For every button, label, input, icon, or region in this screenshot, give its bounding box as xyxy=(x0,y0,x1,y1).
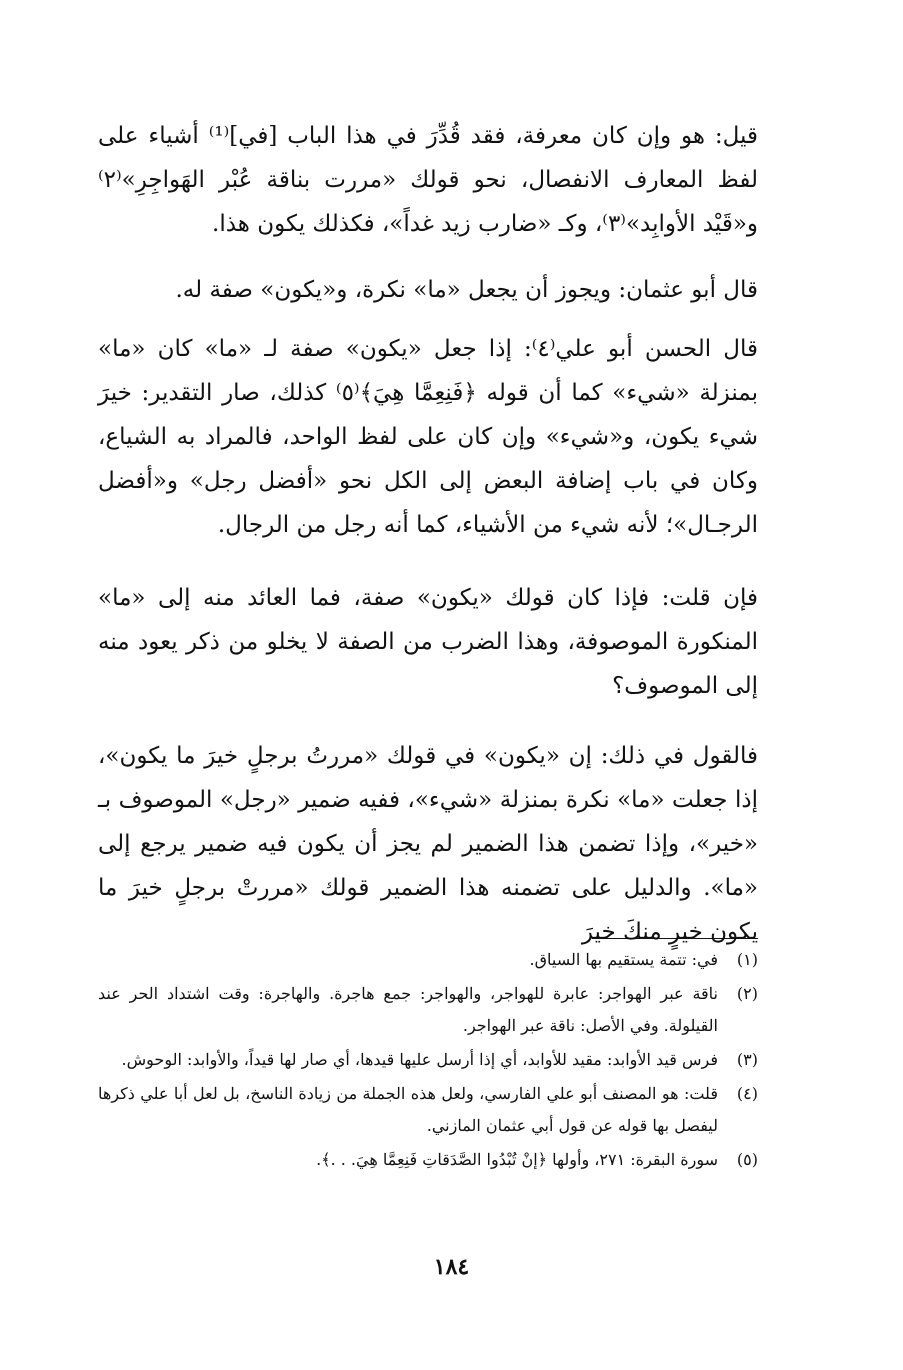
footnote-1 xyxy=(98,944,758,976)
footnote-number: (٢) xyxy=(736,984,758,1003)
paragraph-1: قيل: هو وإن كان معرفة، فقد قُدِّرَ في هذا الباب [في]⁽¹⁾ أشياء على لفظ المعارف الانفصال، نحو قولك «مررت بناقة عُبْر الهَواجِرِ»⁽٢⁾ و«قَيْد الأوابِد»⁽٣⁾، وكـ «ضارب زيد غداً»، فكذلك يكون هذا. xyxy=(98,123,758,237)
footnote-2 xyxy=(98,978,758,1042)
footnote-number: (٥) xyxy=(736,1150,758,1169)
paragraph-4: فإن قلت: فإذا كان قولك «يكون» صفة، فما العائد منه إلى «ما» المنكورة الموصوفة، وهذا الضرب من الصفة لا يخلو من ذكر يعود منه إلى الموصوف؟ xyxy=(98,585,758,699)
paragraph-2: قال أبو عثمان: ويجوز أن يجعل «ما» نكرة، و«يكون» صفة له. xyxy=(175,277,758,303)
footnote-separator xyxy=(592,938,758,939)
footnote-text: ناقة عبر الهواجر: عابرة للهواجر، والهواجر: جمع هاجرة. والهاجرة: وقت اشتداد الحر عند القيلولة. وفي الأصل: ناقة عبر الهواجر. xyxy=(98,984,718,1035)
footnote-3 xyxy=(98,1044,758,1076)
footnotes-section xyxy=(98,944,758,1178)
footnote-number: (٣) xyxy=(736,1050,758,1069)
footnote-number: (٤) xyxy=(736,1084,758,1103)
footnote-text: فرس قيد الأوابد: مقيد للأوابد، أي إذا أرسل عليها قيدها، أي صار لها قيداً، والأوابد: الوحوش. xyxy=(121,1050,718,1069)
paragraph-5: فالقول في ذلك: إن «يكون» في قولك «مررتُ برجلٍ خيرَ ما يكون»، إذا جعلت «ما» نكرة بمنزلة «شيء»، ففيه ضمير «رجل» الموصوف بـ «خير»، وإذا تضمن هذا الضمير لم يجز أن يكون فيه ضمير يرجع إلى «ما». والدليل على تضمنه هذا الضمير قولك «مررتْ برجلٍ خيرَ ما يكون خيرٍ منكَ خيرَ xyxy=(98,743,758,945)
footnote-4 xyxy=(98,1078,758,1142)
footnote-text: قلت: هو المصنف أبو علي الفارسي، ولعل هذه الجملة من زيادة الناسخ، بل لعل أبا علي ذكرها ليفصل بها قوله عن قول أبي عثمان المازني. xyxy=(98,1084,718,1135)
page-number: ١٨٤ xyxy=(433,1254,470,1280)
footnote-text: في: تتمة يستقيم بها السياق. xyxy=(529,950,718,969)
footnote-number: (١) xyxy=(736,950,758,969)
footnote-5 xyxy=(98,1144,758,1176)
paragraph-3: قال الحسن أبو علي⁽٤⁾: إذا جعل «يكون» صفة لـ «ما» كان «ما» بمنزلة «شيء» كما أن قوله ﴿فَنِعِمَّا هِيَ﴾⁽٥⁾ كذلك، صار التقدير: خيرَ شيء يكون، و«شيء» وإن كان على لفظ الواحد، فالمراد به الشياع، وكان في باب إضافة البعض إلى الكل نحو «أفضل رجل» و«أفضل الرجـال»؛ لأنه شيء من الأشياء، كما أنه رجل من الرجال. xyxy=(98,336,758,538)
footnote-text: سورة البقرة: ٢٧١، وأولها ﴿إنْ تُبْدُوا الصَّدَقاتِ فَنِعِمَّا هِيَ. . .﴾. xyxy=(316,1150,718,1169)
